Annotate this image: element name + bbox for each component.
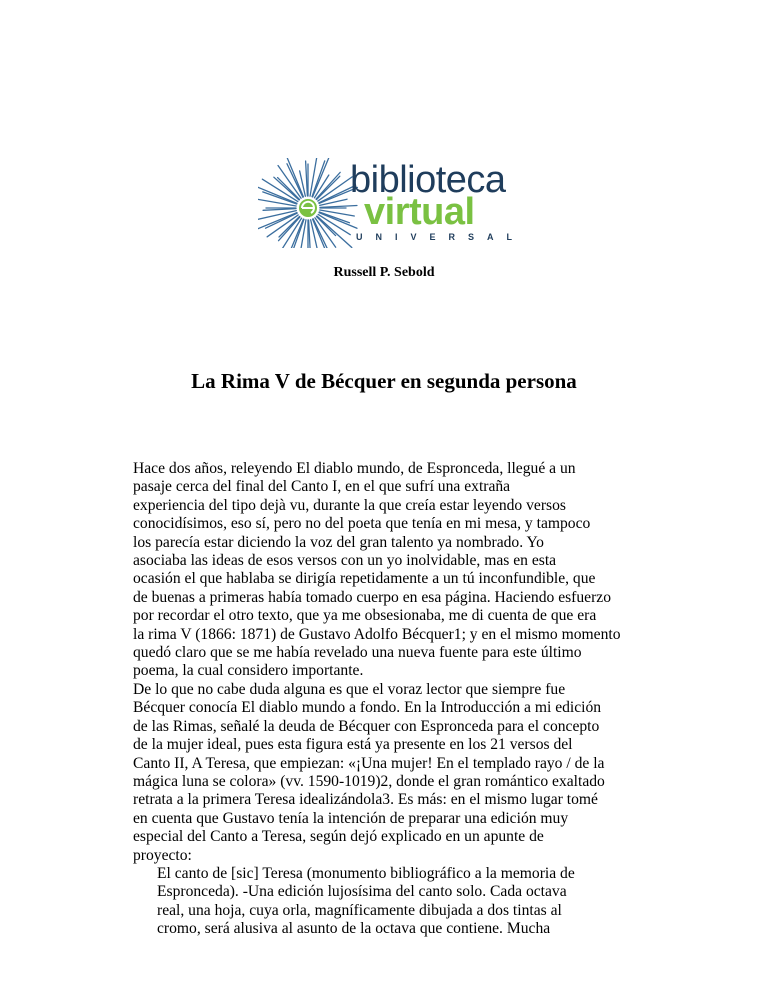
- logo-text-universal: UNIVERSAL: [356, 232, 526, 242]
- text-line: mágica luna se colora» (vv. 1590-1019)2, donde el gran romántico exaltado: [133, 772, 605, 790]
- text-line: los parecía estar diciendo la voz del gran talento ya nombrado. Yo: [133, 533, 544, 551]
- paragraph-2: [133, 681, 653, 865]
- text-line: de las Rimas, señalé la deuda de Bécquer con Espronceda para el concepto: [133, 717, 600, 735]
- text-line: en cuenta que Gustavo tenía la intención de preparar una edición muy: [133, 809, 569, 827]
- logo-text-virtual: virtual: [364, 191, 475, 233]
- text-line: quedó claro que se me había revelado una nueva fuente para este último: [133, 644, 582, 662]
- quote-line: cromo, será alusiva al asunto de la octava que contiene. Mucha: [157, 920, 551, 938]
- text-line: Hace dos años, releyendo El diablo mundo, de Espronceda, llegué a un: [133, 460, 576, 477]
- text-line: proyecto:: [133, 846, 192, 864]
- starburst-icon: [258, 158, 358, 248]
- text-line: asociaba las ideas de esos versos con un yo inolvidable, mas en esta: [133, 552, 557, 570]
- quote-line: real, una hoja, cuya orla, magníficamente dibujada a dos tintas al: [157, 901, 562, 919]
- text-line: especial del Canto a Teresa, según dejó explicado en un apunte de: [133, 828, 544, 846]
- logo-text-biblioteca: biblioteca: [350, 159, 506, 201]
- text-line: De lo que no cabe duda alguna es que el voraz lector que siempre fue: [133, 680, 566, 698]
- text-line: experiencia del tipo dejà vu, durante la que creía estar leyendo versos: [133, 496, 566, 514]
- document-title: La Rima V de Bécquer en segunda persona: [191, 369, 577, 393]
- text-line: ocasión el que hablaba se dirigía repetidamente a un tú inconfundible, que: [133, 570, 596, 588]
- text-line: retrata a la primera Teresa idealizándola3. Es más: en el mismo lugar tomé: [133, 791, 598, 809]
- text-line: poema, la cual considero importante.: [133, 662, 364, 680]
- text-line: la rima V (1866: 1871) de Gustavo Adolfo Bécquer1; y en el mismo momento: [133, 625, 621, 643]
- text-line: de la mujer ideal, pues esta figura está ya presente en los 21 versos del: [133, 736, 573, 754]
- text-line: de buenas a primeras había tomado cuerpo en esa página. Haciendo esfuerzo: [133, 588, 612, 606]
- text-line: por recordar el otro texto, que ya me obsesionaba, me di cuenta de que era: [133, 607, 597, 625]
- text-line: Bécquer conocía El diablo mundo a fondo. En la Introducción a mi edición: [133, 699, 602, 717]
- quote-line: El canto de [sic] Teresa (monumento bibliográfico a la memoria de: [157, 864, 575, 882]
- text-line: Canto II, A Teresa, que empiezan: «¡Una mujer! En el templado rayo / de la: [133, 754, 605, 772]
- biblioteca-virtual-logo: [258, 158, 526, 248]
- document-body: [133, 460, 653, 939]
- author-name: Russell P. Sebold: [333, 265, 435, 280]
- paragraph-1: [133, 460, 653, 681]
- text-line: pasaje cerca del final del Canto I, en el que sufrí una extraña: [133, 478, 511, 496]
- block-quote: [133, 865, 653, 939]
- quote-line: Espronceda). -Una edición lujosísima del canto solo. Cada octava: [157, 883, 567, 901]
- text-line: conocidísimos, eso sí, pero no del poeta que tenía en mi mesa, y tampoco: [133, 515, 591, 533]
